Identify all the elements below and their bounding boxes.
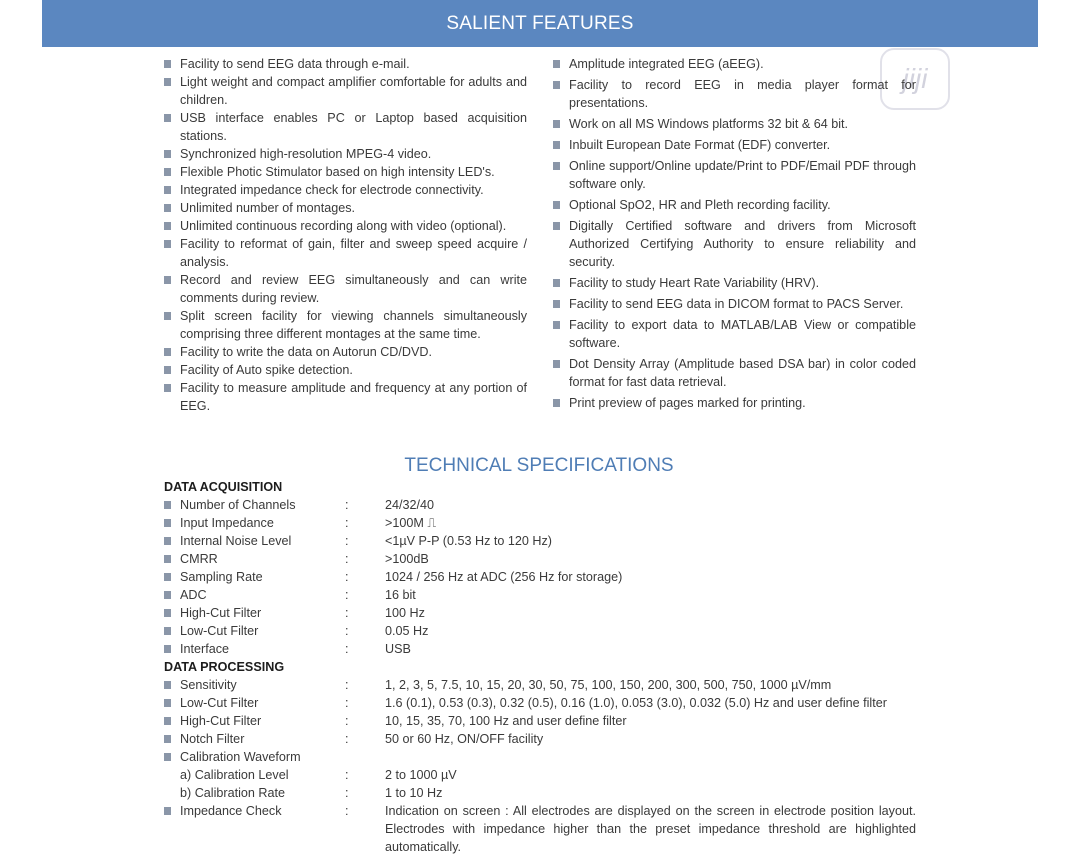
- salient-features-banner: [42, 0, 1038, 47]
- spec-colon: :: [345, 714, 349, 728]
- bullet-square-icon: [164, 519, 171, 527]
- list-item: Facility to study Heart Rate Variability (HRV).: [553, 274, 916, 292]
- spec-value: 10, 15, 35, 70, 100 Hz and user define filter: [385, 714, 627, 728]
- bullet-square-icon: [553, 360, 560, 368]
- table-row: [164, 568, 924, 586]
- table-row: [164, 586, 924, 604]
- bullet-square-icon: [164, 222, 171, 230]
- table-row: [164, 532, 924, 550]
- table-row: [164, 784, 924, 802]
- list-item: Online support/Online update/Print to PDF/Email PDF through software only.: [553, 157, 916, 193]
- spec-colon: :: [345, 768, 349, 782]
- list-item: Facility to write the data on Autorun CD/DVD.: [164, 343, 527, 361]
- spec-label: Number of Channels: [180, 498, 296, 512]
- spec-label: Sampling Rate: [180, 570, 263, 584]
- list-item: Facility to record EEG in media player format for presentations.: [553, 76, 916, 112]
- spec-label: Low-Cut Filter: [180, 696, 259, 710]
- jiji-watermark: jiji: [880, 48, 950, 110]
- list-item: Amplitude integrated EEG (aEEG).: [553, 55, 916, 73]
- list-item: Dot Density Array (Amplitude based DSA bar) in color coded format for fast data retrieval.: [553, 355, 916, 391]
- list-item: Flexible Photic Stimulator based on high intensity LED's.: [164, 163, 527, 181]
- table-row: [164, 550, 924, 568]
- spec-label: Internal Noise Level: [180, 534, 292, 548]
- bullet-square-icon: [553, 162, 560, 170]
- spec-colon: :: [345, 534, 349, 548]
- bullet-square-icon: [164, 78, 171, 86]
- table-row: [164, 622, 924, 640]
- spec-colon: :: [345, 678, 349, 692]
- spec-colon: :: [345, 696, 349, 710]
- list-item: Light weight and compact amplifier comfortable for adults and children.: [164, 73, 527, 109]
- bullet-square-icon: [164, 276, 171, 284]
- bullet-square-icon: [164, 735, 171, 743]
- spec-value: USB: [385, 642, 411, 656]
- spec-value: 50 or 60 Hz, ON/OFF facility: [385, 732, 544, 746]
- list-item: Optional SpO2, HR and Pleth recording facility.: [553, 196, 916, 214]
- spec-value: 1, 2, 3, 5, 7.5, 10, 15, 20, 30, 50, 75, 100, 150, 200, 300, 500, 750, 1000 µV/mm: [385, 678, 832, 692]
- table-row: [164, 640, 924, 658]
- bullet-square-icon: [553, 60, 560, 68]
- table-row: [164, 748, 924, 766]
- spec-label: b) Calibration Rate: [180, 786, 285, 800]
- spec-colon: :: [345, 624, 349, 638]
- spec-label: High-Cut Filter: [180, 714, 262, 728]
- bullet-square-icon: [164, 150, 171, 158]
- bullet-square-icon: [164, 501, 171, 509]
- bullet-square-icon: [553, 81, 560, 89]
- spec-label: Impedance Check: [180, 804, 282, 818]
- bullet-square-icon: [553, 222, 560, 230]
- list-item: Facility to export data to MATLAB/LAB View or compatible software.: [553, 316, 916, 352]
- list-item: USB interface enables PC or Laptop based acquisition stations.: [164, 109, 527, 145]
- bullet-square-icon: [164, 573, 171, 581]
- data-acquisition-heading: DATA ACQUISITION: [164, 480, 283, 494]
- spec-table: [164, 478, 924, 856]
- bullet-square-icon: [553, 141, 560, 149]
- table-row: [164, 712, 924, 730]
- bullet-square-icon: [164, 204, 171, 212]
- bullet-square-icon: [553, 279, 560, 287]
- spec-value: 2 to 1000 µV: [385, 768, 457, 782]
- table-row: [164, 802, 924, 856]
- spec-label: Notch Filter: [180, 732, 245, 746]
- list-item: Split screen facility for viewing channels simultaneously comprising three different montages at the same time.: [164, 307, 527, 343]
- bullet-square-icon: [553, 300, 560, 308]
- spec-label: Low-Cut Filter: [180, 624, 259, 638]
- spec-colon: :: [345, 606, 349, 620]
- list-item: Digitally Certified software and drivers from Microsoft Authorized Certifying Authority to ensure reliability and security.: [553, 217, 916, 271]
- table-row: [164, 766, 924, 784]
- bullet-square-icon: [164, 645, 171, 653]
- spec-label: Calibration Waveform: [180, 750, 301, 764]
- spec-label: Sensitivity: [180, 678, 237, 692]
- list-item: Work on all MS Windows platforms 32 bit & 64 bit.: [553, 115, 916, 133]
- list-item: Synchronized high-resolution MPEG-4 video.: [164, 145, 527, 163]
- list-item: Unlimited continuous recording along with video (optional).: [164, 217, 527, 235]
- bullet-square-icon: [553, 201, 560, 209]
- features-left-list: [164, 55, 527, 415]
- bullet-square-icon: [164, 699, 171, 707]
- spec-colon: :: [345, 588, 349, 602]
- spec-label: a) Calibration Level: [180, 768, 289, 782]
- list-item: Integrated impedance check for electrode connectivity.: [164, 181, 527, 199]
- spec-label: Input Impedance: [180, 516, 274, 530]
- spec-value: >100dB: [385, 552, 429, 566]
- bullet-square-icon: [164, 384, 171, 392]
- spec-colon: :: [345, 804, 349, 818]
- table-row: [164, 496, 924, 514]
- bullet-square-icon: [553, 399, 560, 407]
- list-item: Facility to send EEG data in DICOM format to PACS Server.: [553, 295, 916, 313]
- spec-value: 16 bit: [385, 588, 416, 602]
- spec-colon: :: [345, 552, 349, 566]
- spec-value: <1µV P-P (0.53 Hz to 120 Hz): [385, 534, 552, 548]
- bullet-square-icon: [164, 348, 171, 356]
- list-item: Record and review EEG simultaneously and can write comments during review.: [164, 271, 527, 307]
- banner-title: SALIENT FEATURES: [446, 12, 634, 34]
- bullet-square-icon: [164, 114, 171, 122]
- technical-specifications-title: TECHNICAL SPECIFICATIONS: [404, 455, 674, 476]
- spec-colon: :: [345, 570, 349, 584]
- spec-value: 1 to 10 Hz: [385, 786, 443, 800]
- list-item: Facility to send EEG data through e-mail.: [164, 55, 527, 73]
- bullet-square-icon: [164, 627, 171, 635]
- list-item: Facility of Auto spike detection.: [164, 361, 527, 379]
- spec-label: Interface: [180, 642, 230, 656]
- spec-value: 0.05 Hz: [385, 624, 429, 638]
- spec-colon: :: [345, 516, 349, 530]
- table-row: [164, 730, 924, 748]
- list-item: Print preview of pages marked for printing.: [553, 394, 916, 412]
- bullet-square-icon: [164, 60, 171, 68]
- bullet-square-icon: [164, 609, 171, 617]
- list-item: Unlimited number of montages.: [164, 199, 527, 217]
- list-item: Facility to reformat of gain, filter and sweep speed acquire / analysis.: [164, 235, 527, 271]
- spec-value: 24/32/40: [385, 498, 435, 512]
- bullet-square-icon: [164, 681, 171, 689]
- spec-colon: :: [345, 642, 349, 656]
- bullet-square-icon: [164, 555, 171, 563]
- spec-label: CMRR: [180, 552, 218, 566]
- bullet-square-icon: [164, 240, 171, 248]
- bullet-square-icon: [164, 717, 171, 725]
- bullet-square-icon: [553, 321, 560, 329]
- bullet-square-icon: [164, 591, 171, 599]
- spec-colon: :: [345, 732, 349, 746]
- spec-colon: :: [345, 786, 349, 800]
- table-row: [164, 676, 924, 694]
- bullet-square-icon: [164, 753, 171, 761]
- bullet-square-icon: [164, 366, 171, 374]
- data-processing-heading: DATA PROCESSING: [164, 660, 285, 674]
- bullet-square-icon: [164, 537, 171, 545]
- spec-value: 1024 / 256 Hz at ADC (256 Hz for storage): [385, 570, 623, 584]
- bullet-square-icon: [164, 807, 171, 815]
- bullet-square-icon: [553, 120, 560, 128]
- spec-label: ADC: [180, 588, 207, 602]
- table-row: [164, 514, 924, 532]
- spec-value: >100M ⎍: [385, 516, 437, 530]
- bullet-square-icon: [164, 168, 171, 176]
- spec-value: 1.6 (0.1), 0.53 (0.3), 0.32 (0.5), 0.16 (1.0), 0.053 (3.0), 0.032 (5.0) Hz and user define filter: [385, 696, 887, 710]
- list-item: Facility to measure amplitude and frequency at any portion of EEG.: [164, 379, 527, 415]
- table-row: [164, 604, 924, 622]
- bullet-square-icon: [164, 186, 171, 194]
- table-row: [164, 694, 924, 712]
- spec-value: 100 Hz: [385, 606, 425, 620]
- spec-colon: :: [345, 498, 349, 512]
- features-right-list: [553, 55, 916, 415]
- spec-value: Indication on screen : All electrodes are displayed on the screen in electrode position layout. Electrodes with impedance higher than the preset impedance threshold are highlighted automatically.: [385, 804, 916, 854]
- spec-label: High-Cut Filter: [180, 606, 262, 620]
- list-item: Inbuilt European Date Format (EDF) converter.: [553, 136, 916, 154]
- bullet-square-icon: [164, 312, 171, 320]
